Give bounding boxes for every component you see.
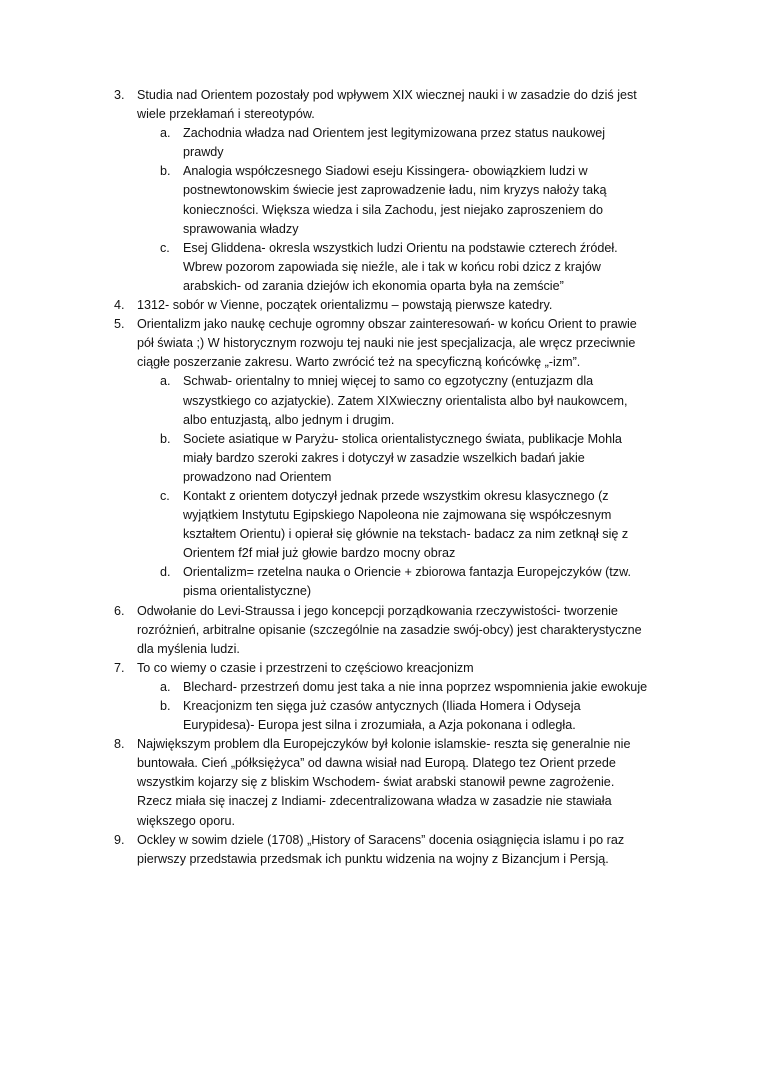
sub-text: Kontakt z orientem dotyczył jednak przede wszystkim okresu klasycznego (z wyjątkiem Instytutu Egipskiego Napoleona nie zajmowana się współczesnym kształtem Orientu) i opierał się głównie na tekstach- badacz za nim zetknął się z Orientem f2f miał już głowie bardzo mocny obraz xyxy=(183,488,629,561)
list-text: Największym problem dla Europejczyków był kolonie islamskie- reszta się generalnie nie buntowała. Cień „półksiężyca” od dawna wisiał nad Europą. Dlatego tez Orient przede wszystkim kojarzy się z bliskim Wschodem- świat arabski stanowił pewne zagrożenie. Rzecz miała się inaczej z Indiami- zdecentralizowana władza w zasadzie nie stawiała większego oporu. xyxy=(137,737,631,828)
list-number: 7. xyxy=(114,660,125,675)
sub-letter: b. xyxy=(160,699,171,713)
document-body xyxy=(0,86,760,869)
sub-text: Schwab- orientalny to mniej więcej to samo co egzotyczny (entuzjazm dla wszystkiego co azjatyckie). Zatem XIXwieczny orientalista albo był naukowcem, albo entuzjastą, albo jednym i drugim. xyxy=(183,374,628,427)
sub-item-3a xyxy=(0,124,648,162)
list-number: 8. xyxy=(114,737,125,752)
sub-item-3b xyxy=(0,162,648,238)
sub-text: Esej Gliddena- okresla wszystkich ludzi Orientu na podstawie czterech źródeł. Wbrew pozorom zapowiada się nieźle, ale i tak w końcu robi dzicz z krajów arabskich- od zarania dziejów ich ekonomia oparta była na zemście” xyxy=(183,240,618,293)
sub-item-5b xyxy=(0,430,648,487)
list-text: Orientalizm jako naukę cechuje ogromny obszar zainteresowań- w końcu Orient to prawie pół świata ;) W historycznym rozwoju tej nauki nie jest specjalizacja, ale wręcz przeciwnie ciągłe poszerzanie zakresu. Warto zwrócić też na specyficzną końcówkę „-izm”. xyxy=(137,317,637,370)
sub-letter: b. xyxy=(160,431,171,446)
list-item-4 xyxy=(0,296,642,315)
list-text: Odwołanie do Levi-Straussa i jego koncepcji porządkowania rzeczywistości- tworzenie rozróżnień, arbitralne opisanie (szczególnie na zasadzie swój-obcy) jest charakterystyczne dla myślenia ludzi. xyxy=(137,603,642,656)
sub-letter: a. xyxy=(160,126,171,141)
list-item-7 xyxy=(0,659,642,678)
sub-item-7a xyxy=(0,678,648,697)
sub-letter: a. xyxy=(160,679,171,694)
sub-item-3c xyxy=(0,239,648,296)
list-number: 3. xyxy=(114,88,125,102)
sub-text: Analogia współczesnego Siadowi eseju Kissingera- obowiązkiem ludzi w postnewtonowskim świecie jest zaprowadzenie ładu, nim kryzys nałoży taką konieczności. Większa wiedza i sila Zachodu, jest niejako zaproszeniem do sprawowania władzy xyxy=(183,164,607,236)
list-text: Ockley w sowim dziele (1708) „History of Saracens” docenia osiągnięcia islamu i po raz pierwszy przedstawia przedsmak ich punktu widzenia na wojny z Bizancjum i Persją. xyxy=(137,832,625,866)
list-text: 1312- sobór w Vienne, początek orientalizmu – powstają pierwsze katedry. xyxy=(137,298,553,313)
sub-letter: d. xyxy=(160,565,171,580)
sub-letter: b. xyxy=(160,164,171,179)
sub-letter: c. xyxy=(160,240,170,255)
list-item-9 xyxy=(0,831,642,869)
list-item-6 xyxy=(0,602,642,659)
sub-text: Orientalizm= rzetelna nauka o Oriencie + zbiorowa fantazja Europejczyków (tzw. pisma orientalistyczne) xyxy=(183,565,631,599)
list-number: 9. xyxy=(114,832,125,847)
sub-text: Kreacjonizm ten sięga już czasów antycznych (Iliada Homera i Odyseja Eurypidesa)- Europa jest silna i zrozumiała, a Azja pokonana i odległa. xyxy=(183,699,581,733)
sub-text: Societe asiatique w Paryżu- stolica orientalistycznego świata, publikacje Mohla miały bardzo szeroki zakres i dotyczył w zasadzie wszelkich badań jakie prowadzono nad Orientem xyxy=(183,431,622,484)
list-item-3 xyxy=(0,86,642,124)
list-number: 6. xyxy=(114,603,125,618)
list-item-8 xyxy=(0,735,642,830)
sub-item-5c xyxy=(0,487,648,563)
list-text: To co wiemy o czasie i przestrzeni to częściowo kreacjonizm xyxy=(137,660,474,675)
list-text: Studia nad Orientem pozostały pod wpływem XIX wiecznej nauki i w zasadzie do dziś jest wiele przekłamań i stereotypów. xyxy=(137,88,637,122)
sub-letter: a. xyxy=(160,374,171,389)
sub-letter: c. xyxy=(160,488,170,503)
sub-item-5a xyxy=(0,372,648,429)
list-number: 4. xyxy=(114,298,125,313)
sub-item-7b xyxy=(0,697,648,735)
sub-text: Blechard- przestrzeń domu jest taka a nie inna poprzez wspomnienia jakie ewokuje xyxy=(183,679,648,694)
list-number: 5. xyxy=(114,317,125,332)
list-item-5 xyxy=(0,315,642,372)
sub-item-5d xyxy=(0,563,648,601)
sub-text: Zachodnia władza nad Orientem jest legitymizowana przez status naukowej prawdy xyxy=(183,126,606,160)
